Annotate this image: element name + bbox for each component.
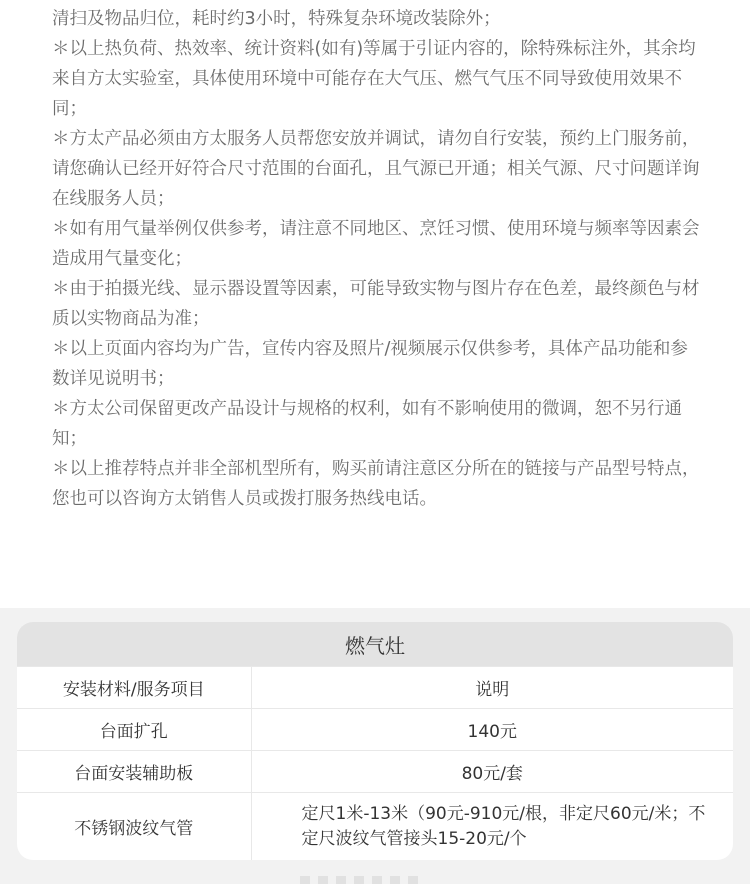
note-0: 清扫及物品归位，耗时约3小时，特殊复杂环境改装除外；: [52, 9, 501, 29]
row-item: 台面安装辅助板: [17, 751, 251, 793]
row-item: 不锈钢波纹气管: [17, 793, 251, 861]
note-7: ＊以上推荐特点并非全部机型所有，购买前请注意区分所在的链接与产品型号特点，您也可以咨询方太销售人员或拨打服务热线电话。: [52, 459, 700, 509]
note-6: ＊方太公司保留更改产品设计与规格的权利，如有不影响使用的微调，恕不另行通知；: [52, 399, 682, 449]
table-header-row: [17, 667, 733, 709]
row-item: 台面扩孔: [17, 709, 251, 751]
install-notes: [52, 4, 704, 514]
row-price: 80元/套: [251, 751, 733, 793]
note-5: ＊以上页面内容均为广告，宣传内容及照片/视频展示仅供参考，具体产品功能和参数详见说明书；: [52, 339, 688, 389]
header-item: 安装材料/服务项目: [17, 667, 251, 709]
note-2: ＊方太产品必须由方太服务人员帮您安放并调试，请勿自行安装，预约上门服务前，请您确认已经开好符合尺寸范围的台面孔，且气源已开通；相关气源、尺寸问题详询在线服务人员；: [52, 129, 700, 209]
cutoff-text-fragment: [300, 876, 420, 884]
table-row: [17, 709, 733, 751]
note-1: ＊以上热负荷、热效率、统计资料(如有)等属于引证内容的，除特殊标注外，其余均来自方太实验室，具体使用环境中可能存在大气压、燃气气压不同导致使用效果不同；: [52, 39, 696, 119]
table-row: [17, 751, 733, 793]
note-3: ＊如有用气量举例仅供参考，请注意不同地区、烹饪习惯、使用环境与频率等因素会造成用气量变化；: [52, 219, 700, 269]
price-table: [17, 666, 733, 860]
table-title: 燃气灶: [17, 622, 733, 666]
gas-stove-price-table-card: [17, 622, 733, 860]
header-description: 说明: [251, 667, 733, 709]
row-price: 定尺1米-13米（90元-910元/根，非定尺60元/米；不定尺波纹气管接头15-20元/个: [251, 793, 733, 861]
row-price: 140元: [251, 709, 733, 751]
table-row: [17, 793, 733, 861]
note-4: ＊由于拍摄光线、显示器设置等因素，可能导致实物与图片存在色差，最终颜色与材质以实物商品为准；: [52, 279, 700, 329]
